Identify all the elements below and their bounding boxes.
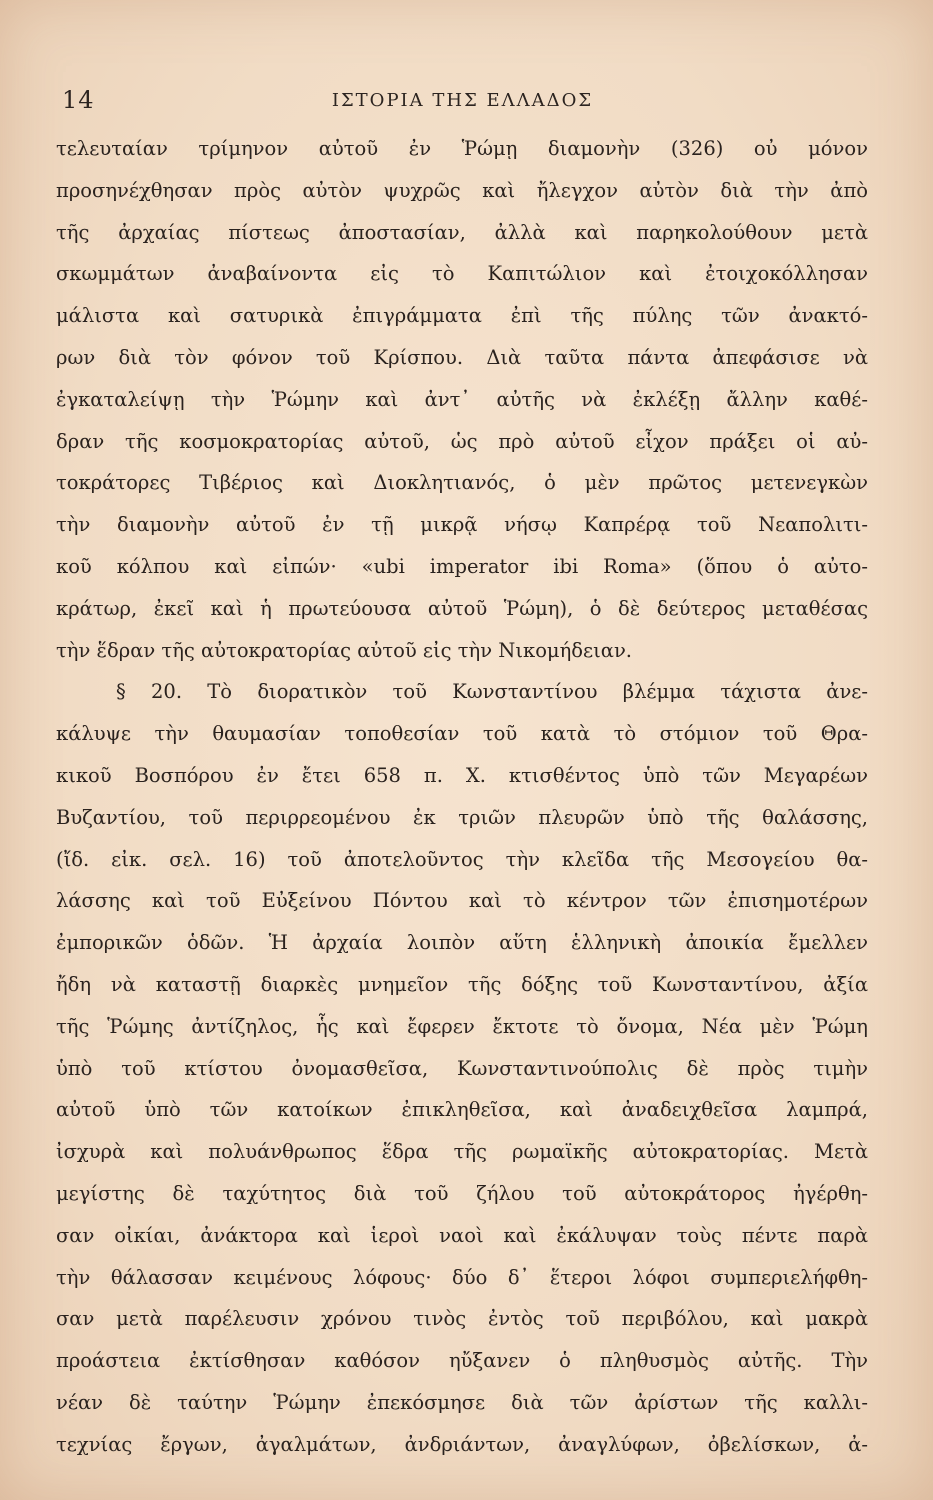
text-line: λάσσης καὶ τοῦ Εὐξείνου Πόντου καὶ τὸ κέντρον τῶν ἐπισημοτέρων [56, 889, 868, 913]
text-line: κράτωρ, ἐκεῖ καὶ ἡ πρωτεύουσα αὐτοῦ Ῥώμη), ὁ δὲ δεύτερος μεταθέσας [56, 596, 868, 620]
text-line: τῆς ἀρχαίας πίστεως ἀποστασίαν, ἀλλὰ καὶ παρηκολούθουν μετὰ [56, 220, 868, 244]
text-line: προσηνέχθησαν πρὸς αὐτὸν ψυχρῶς καὶ ἤλεγχον αὐτὸν διὰ τὴν ἀπὸ [56, 178, 868, 202]
text-line: τὴν διαμονὴν αὐτοῦ ἐν τῇ μικρᾷ νήσῳ Καπρέρᾳ τοῦ Νεαπολιτι- [56, 513, 868, 537]
text-line: Βυζαντίου, τοῦ περιρρεομένου ἐκ τριῶν πλευρῶν ὑπὸ τῆς θαλάσσης, [56, 805, 868, 829]
text-line: τὴν θάλασσαν κειμένους λόφους· δύο δ᾽ ἕτεροι λόφοι συμπεριελήφθη- [56, 1265, 868, 1289]
text-line: τεχνίας ἔργων, ἀγαλμάτων, ἀνδριάντων, ἀναγλύφων, ὀβελίσκων, ἀ- [56, 1432, 868, 1456]
text-line: ἰσχυρὰ καὶ πολυάνθρωπος ἕδρα τῆς ρωμαϊκῆς αὐτοκρατορίας. Μετὰ [56, 1140, 868, 1164]
body-text [56, 128, 868, 1466]
text-line: τῆς Ῥώμης ἀντίζηλος, ἧς καὶ ἔφερεν ἔκτοτε τὸ ὄνομα, Νέα μὲν Ῥώμη [56, 1014, 868, 1038]
text-line: σαν μετὰ παρέλευσιν χρόνου τινὸς ἐντὸς τοῦ περιβόλου, καὶ μακρὰ [56, 1307, 868, 1331]
text-line: νέαν δὲ ταύτην Ῥώμην ἐπεκόσμησε διὰ τῶν ἀρίστων τῆς καλλι- [56, 1390, 868, 1414]
section-start-line: § 20. Τὸ διορατικὸν τοῦ Κωνσταντίνου βλέμμα τάχιστα ἀνε- [116, 680, 868, 704]
text-line: ἐγκαταλείψῃ τὴν Ῥώμην καὶ ἀντ᾽ αὐτῆς νὰ ἐκλέξῃ ἄλλην καθέ- [56, 387, 868, 411]
text-line: κάλυψε τὴν θαυμασίαν τοποθεσίαν τοῦ κατὰ τὸ στόμιον τοῦ Θρα- [56, 722, 868, 746]
text-line: σαν οἰκίαι, ἀνάκτορα καὶ ἱεροὶ ναοὶ καὶ ἐκάλυψαν τοὺς πέντε παρὰ [56, 1223, 868, 1247]
text-line: ὑπὸ τοῦ κτίστου ὀνομασθεῖσα, Κωνσταντινούπολις δὲ πρὸς τιμὴν [56, 1056, 868, 1080]
text-line: τελευταίαν τρίμηνον αὐτοῦ ἐν Ῥώμῃ διαμονὴν (326) οὐ μόνον [56, 137, 868, 160]
text-line: δραν τῆς κοσμοκρατορίας αὐτοῦ, ὡς πρὸ αὐτοῦ εἶχον πράξει οἱ αὐ- [56, 429, 868, 453]
text-line: τοκράτορες Τιβέριος καὶ Διοκλητιανός, ὁ μὲν πρῶτος μετενεγκὼν [56, 471, 868, 495]
paragraph-end-line: τὴν ἕδραν τῆς αὐτοκρατορίας αὐτοῦ εἰς τὴν Νικομήδειαν. [56, 638, 632, 662]
text-line: σκωμμάτων ἀναβαίνοντα εἰς τὸ Καπιτώλιον καὶ ἐτοιχοκόλλησαν [56, 262, 868, 286]
text-line: ἐμπορικῶν ὁδῶν. Ἡ ἀρχαία λοιπὸν αὕτη ἑλληνικὴ ἀποικία ἔμελλεν [56, 931, 868, 955]
text-line: κοῦ κόλπου καὶ εἰπών· «ubi imperator ibi Roma» (ὅπου ὁ αὐτο- [56, 554, 868, 578]
text-line: ἤδη νὰ καταστῇ διαρκὲς μνημεῖον τῆς δόξης τοῦ Κωνσταντίνου, ἀξία [56, 972, 868, 996]
running-title: ΙΣΤΟΡΙΑ ΤΗΣ ΕΛΛΑΔΟΣ [331, 90, 594, 111]
text-line: (ἴδ. εἰκ. σελ. 16) τοῦ ἀποτελοῦντος τὴν κλεῖδα τῆς Μεσογείου θα- [56, 847, 868, 871]
page-number: 14 [62, 86, 95, 114]
text-line: αὐτοῦ ὑπὸ τῶν κατοίκων ἐπικληθεῖσα, καὶ ἀναδειχθεῖσα λαμπρά, [56, 1098, 868, 1122]
text-line: μάλιστα καὶ σατυρικὰ ἐπιγράμματα ἐπὶ τῆς πύλης τῶν ἀνακτό- [56, 304, 868, 328]
text-line: προάστεια ἐκτίσθησαν καθόσον ηὔξανεν ὁ πληθυσμὸς αὐτῆς. Τὴν [56, 1349, 868, 1373]
text-line: μεγίστης δὲ ταχύτητος διὰ τοῦ ζήλου τοῦ αὐτοκράτορος ἠγέρθη- [56, 1181, 868, 1205]
text-line: ρων διὰ τὸν φόνον τοῦ Κρίσπου. Διὰ ταῦτα πάντα ἀπεφάσισε νὰ [56, 345, 868, 369]
text-line: κικοῦ Βοσπόρου ἐν ἔτει 658 π. Χ. κτισθέντος ὑπὸ τῶν Μεγαρέων [56, 763, 868, 787]
page-header [62, 86, 863, 116]
